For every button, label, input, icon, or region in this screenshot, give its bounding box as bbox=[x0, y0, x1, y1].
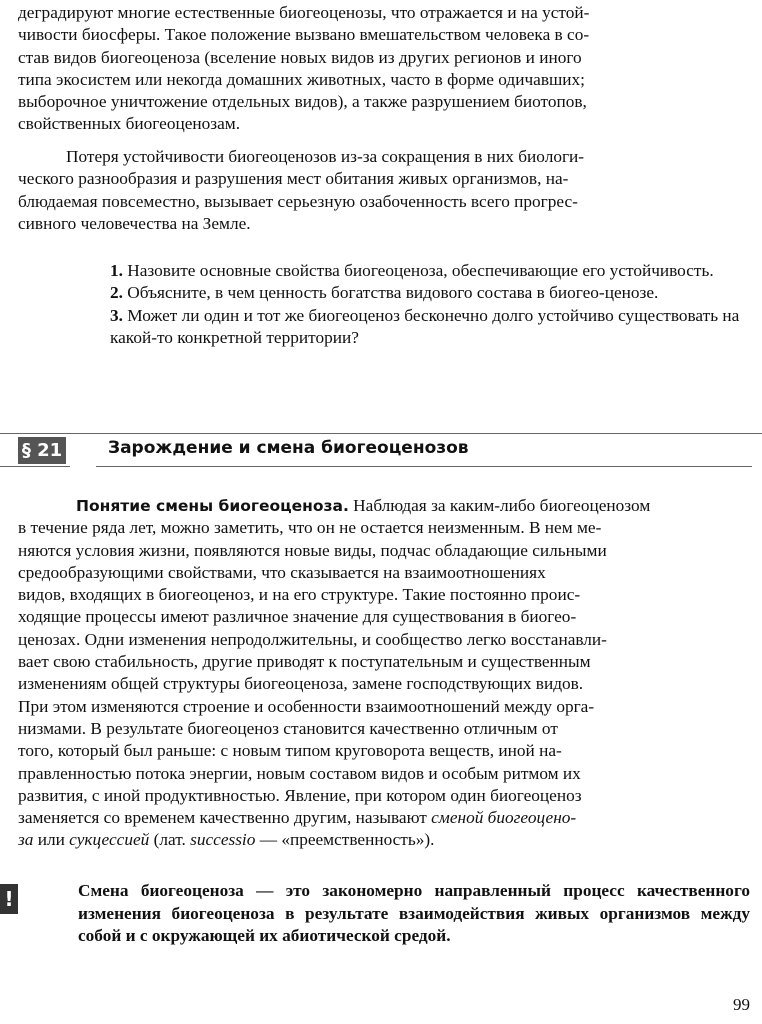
text-line: видов, входящих в биогеоценоз, и на его структуре. Такие постоянно проис- bbox=[18, 585, 581, 605]
section-rule-bottom bbox=[96, 466, 752, 467]
review-questions bbox=[110, 260, 750, 349]
text-line: типа экосистем или некогда домашних животных, часто в форме одичавших; bbox=[18, 69, 585, 89]
section-rule-left bbox=[0, 466, 70, 467]
text-line: того, который был раньше: с новым типом круговорота веществ, иной на- bbox=[18, 741, 562, 761]
question-text: Назовите основные свойства биогеоценоза, обеспечивающие его устойчивость. bbox=[127, 261, 714, 280]
text-line: низмами. В результате биогеоценоз становится качественно отличным от bbox=[18, 718, 558, 738]
text-line: развития, с иной продуктивностью. Явление, при котором один биогеоценоз bbox=[18, 785, 582, 805]
text-line: вает свою стабильность, другие приводят к поступательным и существенным bbox=[18, 652, 591, 672]
paragraph-lead: Понятие смены биогеоценоза. bbox=[76, 497, 349, 515]
question-item bbox=[110, 282, 750, 304]
text-line: свойственных биогеоценозам. bbox=[18, 114, 241, 134]
text-line: ходящие процессы имеют различное значение для существования в биогео- bbox=[18, 607, 577, 627]
text-line: изменениям общей структуры биогеоценоза, замене господствующих видов. bbox=[18, 674, 584, 694]
page-number: 99 bbox=[733, 995, 750, 1014]
text-line: При этом изменяются строение и особенности взаимоотношений между орга- bbox=[18, 696, 595, 716]
text-line: Потеря устойчивости биогеоценозов из-за сокращения в них биологи- bbox=[66, 147, 585, 166]
top-paragraph bbox=[18, 2, 750, 136]
text-line: блюдаемая повсеместно, вызывает серьезную озабоченность всего прогрес- bbox=[18, 191, 578, 211]
term-italic: сукцессией bbox=[69, 830, 150, 850]
section-number-badge: § 21 bbox=[18, 437, 66, 464]
text-line: чивости биосферы. Такое положение вызвано вмешательством человека в со- bbox=[18, 25, 590, 45]
text-line: деградируют многие естественные биогеоценозы, что отражается и на устой- bbox=[18, 3, 590, 22]
question-text: Может ли один и тот же биогеоценоз бесконечно долго устойчиво существовать на какой-то конкретной территории? bbox=[110, 305, 740, 347]
text-line: заменяется со временем качественно другим, называют сменой биогеоцено- bbox=[18, 808, 577, 828]
question-number: 2. bbox=[110, 283, 128, 303]
definition-box: Смена биогеоценоза — это закономерно направленный процесс качественного изменения биогеоценоза в результате взаимодействия живых организмов между собой и с окружающей их абиотической средой. bbox=[78, 881, 750, 945]
text-line: сивного человечества на Земле. bbox=[18, 213, 251, 233]
term-italic: за bbox=[18, 830, 34, 850]
text-line: Понятие смены биогеоценоза. Наблюдая за каким-либо биогеоценозом bbox=[76, 496, 651, 515]
question-text: Объясните, в чем ценность богатства видового состава в биогео-ценозе. bbox=[127, 283, 659, 303]
text-line: выборочное уничтожение отдельных видов), а также разрушением биотопов, bbox=[18, 92, 587, 112]
text-line: в течение ряда лет, можно заметить, что он не остается неизменным. В нем ме- bbox=[18, 518, 602, 538]
text-line: ценозах. Одни изменения непродолжительны, и сообщество легко восстанавли- bbox=[18, 629, 607, 649]
term-italic: сменой биогеоцено- bbox=[431, 808, 577, 828]
text-line: правленностью потока энергии, новым составом видов и особым ритмом их bbox=[18, 763, 581, 783]
text-line: за или сукцессией (лат. successio — «преемственность»). bbox=[18, 830, 435, 850]
question-number: 1. bbox=[110, 261, 128, 280]
question-item bbox=[110, 305, 750, 350]
text-line: став видов биогеоценоза (вселение новых видов из других регионов и иного bbox=[18, 47, 582, 67]
important-marker-icon: ! bbox=[0, 884, 18, 914]
text-line: средообразующими свойствами, что сказывается на взаимоотношениях bbox=[18, 562, 546, 582]
second-paragraph bbox=[18, 146, 750, 235]
question-number: 3. bbox=[110, 305, 128, 325]
text-line: ческого разнообразия и разрушения мест обитания живых организмов, на- bbox=[18, 169, 569, 189]
question-item bbox=[110, 260, 750, 282]
main-paragraph bbox=[18, 495, 750, 852]
text-line: няются условия жизни, появляются новые виды, подчас обладающие сильными bbox=[18, 540, 607, 560]
section-title: Зарождение и смена биогеоценозов bbox=[108, 438, 469, 458]
latin-term: successio bbox=[190, 830, 256, 850]
section-rule-top bbox=[0, 433, 762, 434]
